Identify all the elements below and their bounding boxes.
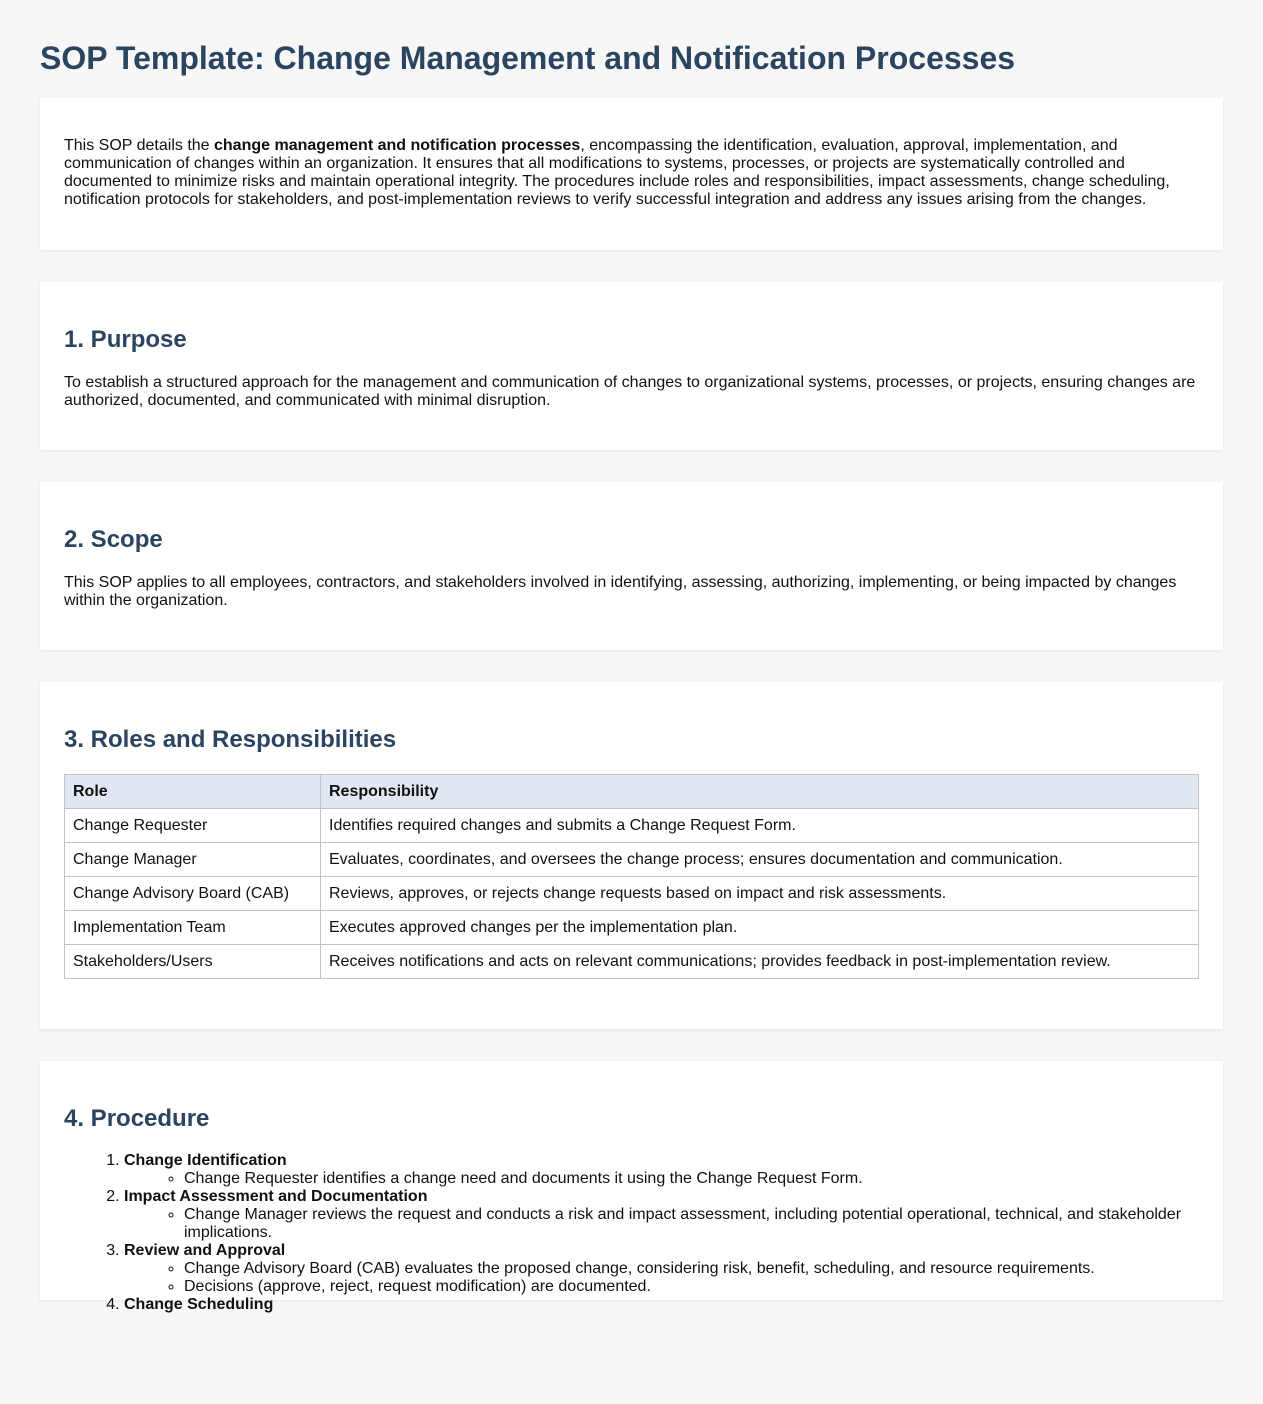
role-cell: Change Manager <box>65 843 321 877</box>
step-title: Review and Approval <box>124 1242 286 1259</box>
purpose-heading: 1. Purpose <box>64 326 187 353</box>
roles-section <box>40 682 1223 1029</box>
procedure-section <box>40 1061 1223 1313</box>
intro-highlight: change management and notification processes <box>214 137 581 154</box>
role-cell: Change Advisory Board (CAB) <box>65 877 321 911</box>
intro-rest: , encompassing the identification, evaluation, approval, implementation, and communication of changes within an organization. It ensures that all modifications to systems, processes, or projects are systematically controlled and documented to minimize risks and maintain operational integrity. The procedures include roles and responsibilities, impact assessments, change scheduling, notification protocols for stakeholders, and post-implementation reviews to verify successful integration and address any issues arising from the changes. <box>64 137 1170 208</box>
step-title: Impact Assessment and Documentation <box>124 1188 428 1205</box>
roles-heading: 3. Roles and Responsibilities <box>64 726 397 753</box>
responsibility-cell: Reviews, approves, or rejects change requests based on impact and risk assessments. <box>321 877 1199 911</box>
procedure-step <box>124 1242 1199 1296</box>
table-row <box>65 877 1199 911</box>
table-header-row <box>65 775 1199 809</box>
table-row <box>65 843 1199 877</box>
procedure-step <box>124 1152 1199 1188</box>
responsibility-cell: Identifies required changes and submits a Change Request Form. <box>321 809 1199 843</box>
table-row <box>65 911 1199 945</box>
purpose-text: To establish a structured approach for the management and communication of changes to organizational systems, processes, or projects, ensuring changes are authorized, documented, and communicated with minimal disruption. <box>64 374 1196 409</box>
procedure-heading: 4. Procedure <box>64 1105 210 1132</box>
procedure-step <box>124 1188 1199 1242</box>
step-title: Change Scheduling <box>124 1296 274 1313</box>
intro-paragraph <box>64 137 1195 209</box>
step-details-list <box>124 1170 1199 1188</box>
procedure-steps-list <box>124 1152 1199 1314</box>
scope-heading: 2. Scope <box>64 526 163 553</box>
responsibility-cell: Executes approved changes per the implementation plan. <box>321 911 1199 945</box>
scope-section <box>40 482 1223 650</box>
role-cell: Stakeholders/Users <box>65 945 321 979</box>
column-header-responsibility: Responsibility <box>321 775 1199 809</box>
intro-lead: This SOP details the <box>64 137 214 154</box>
responsibility-cell: Receives notifications and acts on relevant communications; provides feedback in post-implementation review. <box>321 945 1199 979</box>
table-row <box>65 945 1199 979</box>
column-header-role: Role <box>65 775 321 809</box>
step-details-list <box>124 1206 1199 1242</box>
role-cell: Implementation Team <box>65 911 321 945</box>
table-row <box>65 809 1199 843</box>
step-details-list <box>124 1260 1199 1296</box>
step-detail: ◦ Change Advisory Board (CAB) evaluates the proposed change, considering risk, benefit, scheduling, and resource requirements. <box>184 1260 1199 1278</box>
scope-text: This SOP applies to all employees, contractors, and stakeholders involved in identifying, assessing, authorizing, implementing, or being impacted by changes within the organization. <box>64 574 1177 609</box>
procedure-step <box>124 1296 1199 1314</box>
role-cell: Change Requester <box>65 809 321 843</box>
step-title: Change Identification <box>124 1152 287 1169</box>
intro-card <box>40 98 1223 250</box>
step-detail: ◦ Decisions (approve, reject, request modification) are documented. <box>184 1278 1199 1296</box>
step-detail: ◦ Change Manager reviews the request and conducts a risk and impact assessment, including potential operational, technical, and stakeholder implications. <box>184 1206 1199 1242</box>
roles-table <box>64 774 1199 979</box>
step-detail: ◦ Change Requester identifies a change need and documents it using the Change Request Form. <box>184 1170 1199 1188</box>
responsibility-cell: Evaluates, coordinates, and oversees the change process; ensures documentation and communication. <box>321 843 1199 877</box>
page-title: SOP Template: Change Management and Notification Processes <box>40 40 1016 76</box>
purpose-section <box>40 282 1223 450</box>
